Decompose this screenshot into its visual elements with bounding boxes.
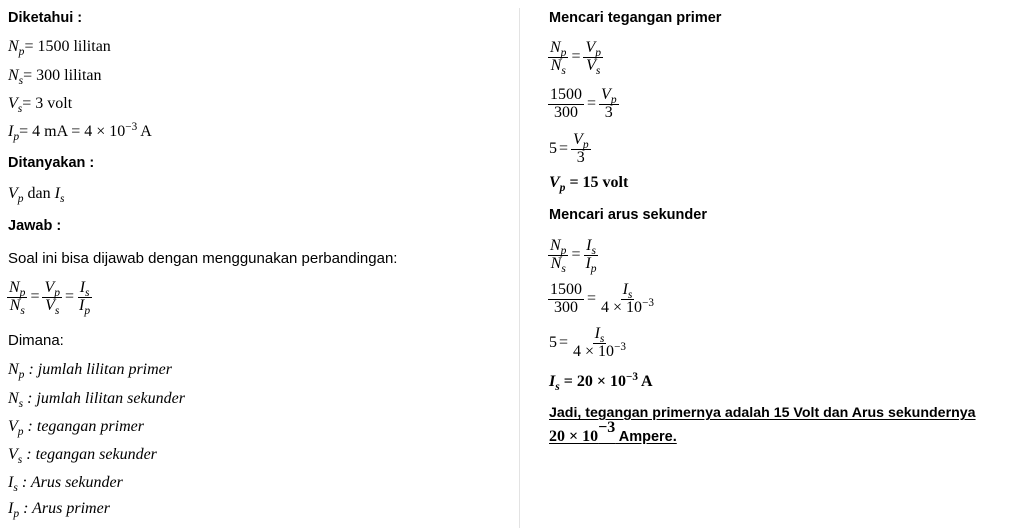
where-heading: Dimana: [8, 332, 64, 349]
primary-step-2: $\frac{1500}{300}$ = $\frac{V_p}{3}$ [550, 86, 617, 121]
known-heading: Diketahui : [8, 10, 83, 26]
fraction: $\frac{1500}{300}$ [550, 86, 582, 121]
fraction: $\frac{I_s}{4 \times 10^{-3}}$ [573, 325, 626, 360]
fraction: $\frac{V_p}{3}$ [601, 86, 617, 121]
column-divider [519, 8, 520, 528]
fraction: $\frac{V_p}{V_s}$ [44, 279, 61, 317]
known-ns: $N_s= 300$ lilitan [8, 67, 102, 88]
asked-heading: Ditanyakan : [8, 155, 95, 171]
definition-item: $I_s$ : Arus sekunder [8, 474, 123, 495]
definition-item: $V_p$ : tegangan primer [8, 418, 144, 439]
answer-heading: Jawab : [8, 218, 62, 234]
secondary-step-3: 5 = $\frac{I_s}{4 \times 10^{-3}}$ [549, 325, 626, 360]
intro-text: Soal ini bisa dijawab dengan menggunakan perbandingan: [8, 250, 398, 267]
fraction: $\frac{V_p}{V_s}$ [585, 39, 602, 77]
fraction: $\frac{V_p}{3}$ [573, 131, 589, 166]
fraction: $\frac{I_s}{4 \times 10^{-3}}$ [601, 281, 654, 316]
definition-item: $I_p$ : Arus primer [8, 500, 110, 521]
definition-item: $N_p$ : jumlah lilitan primer [8, 361, 172, 382]
fraction: $\frac{N_p}{N_s}$ [550, 237, 567, 275]
primary-step-3: 5 = $\frac{V_p}{3}$ [549, 131, 589, 166]
secondary-result: $I_s = 20 \times 10^{-3}$ A [549, 370, 653, 394]
secondary-step-2: $\frac{1500}{300}$ = $\frac{I_s}{4 \times 10^{-3}}$ [550, 281, 654, 316]
definition-item: $N_s$ : jumlah lilitan sekunder [8, 390, 185, 411]
known-ip: $I_p= 4$ mA = $4 \times 10^{-3}$ A [8, 120, 152, 144]
ratio-formula: $\frac{N_p}{N_s}$ = $\frac{V_p}{V_s}$ = $\frac{I_s}{I_p}$ [9, 279, 91, 317]
conclusion-line-1: Jadi, tegangan primernya adalah 15 Volt dan Arus sekundernya [549, 405, 976, 421]
fraction: $\frac{1500}{300}$ [550, 281, 582, 316]
primary-step-1: $\frac{N_p}{N_s}$ = $\frac{V_p}{V_s}$ [550, 39, 602, 77]
known-vs: $V_s= 3$ volt [8, 95, 73, 116]
definition-item: $V_s$ : tegangan sekunder [8, 446, 157, 467]
primary-heading: Mencari tegangan primer [549, 10, 722, 26]
secondary-step-1: $\frac{N_p}{N_s}$ = $\frac{I_s}{I_p}$ [550, 237, 597, 275]
fraction: $\frac{I_s}{I_p}$ [585, 237, 597, 275]
primary-result: $V_p = 15$ volt [549, 174, 629, 195]
known-np: $N_p= 1500$ lilitan [8, 38, 111, 59]
conclusion-line-2: $20 \times 10^{-3}$ Ampere. [549, 419, 677, 445]
asked-values: $V_p$ dan $I_s$ [8, 185, 65, 206]
fraction: $\frac{N_p}{N_s}$ [550, 39, 567, 77]
secondary-heading: Mencari arus sekunder [549, 207, 707, 223]
fraction: $\frac{I_s}{I_p}$ [79, 279, 91, 317]
fraction: $\frac{N_p}{N_s}$ [9, 279, 26, 317]
